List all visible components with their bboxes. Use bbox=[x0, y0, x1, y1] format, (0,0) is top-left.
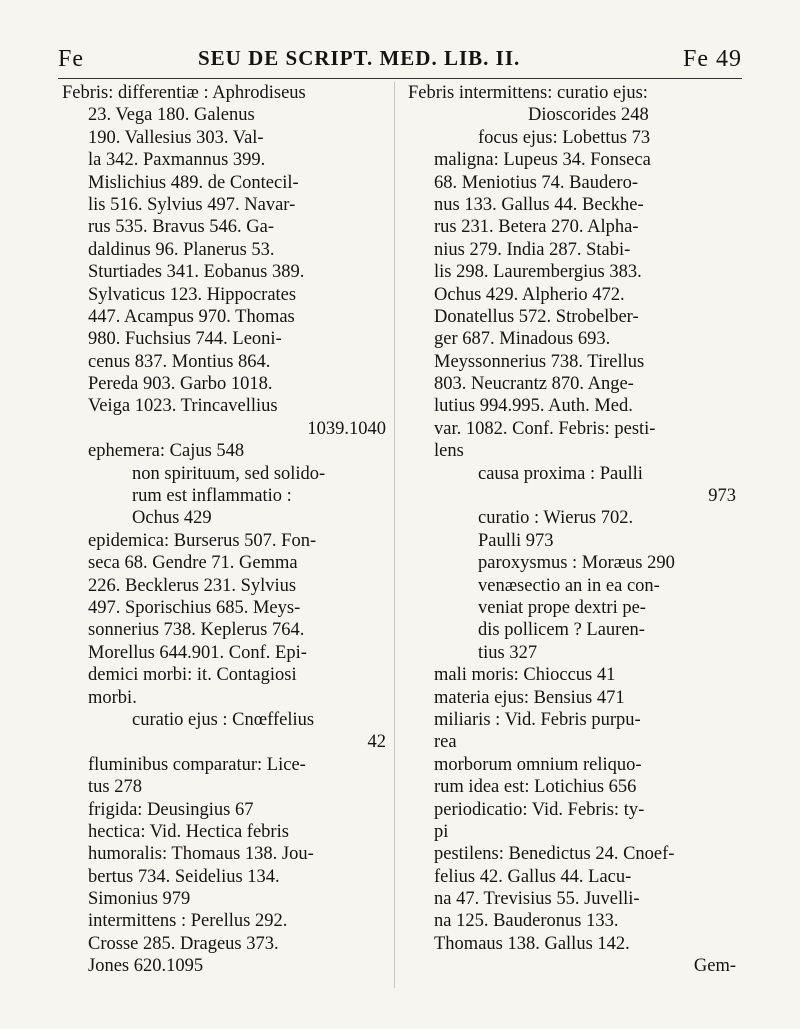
text-line: dis pollicem ? Lauren- bbox=[478, 620, 645, 641]
text-line: venæsectio an in ea con- bbox=[478, 575, 660, 596]
text-line: 190. Vallesius 303. Val- bbox=[88, 127, 264, 148]
text-line: Meyssonnerius 738. Tirellus bbox=[434, 351, 645, 372]
text-line: rus 231. Betera 270. Alpha- bbox=[434, 217, 639, 238]
text-line: sonnerius 738. Keplerus 764. bbox=[88, 620, 305, 641]
text-line: Pereda 903. Garbo 1018. bbox=[88, 374, 273, 395]
text-line: Ochus 429 bbox=[132, 508, 212, 529]
text-line: rum est inflammatio : bbox=[132, 486, 292, 507]
text-line: Sylvaticus 123. Hippocrates bbox=[88, 284, 297, 305]
text-line: daldinus 96. Planerus 53. bbox=[88, 239, 275, 260]
running-header bbox=[58, 36, 742, 76]
text-line: rum idea est: Lotichius 656 bbox=[434, 777, 637, 798]
text-line: lens bbox=[434, 441, 464, 462]
text-line: rus 535. Bravus 546. Ga- bbox=[88, 217, 275, 238]
text-line: cenus 837. Montius 864. bbox=[88, 351, 271, 372]
text-line: lis 298. Laurembergius 383. bbox=[434, 262, 642, 283]
text-line: causa proxima : Paulli bbox=[478, 463, 643, 484]
text-line: 447. Acampus 970. Thomas bbox=[88, 306, 295, 327]
text-line: intermittens : Perellus 292. bbox=[88, 911, 288, 932]
text-line: Thomaus 138. Gallus 142. bbox=[434, 933, 630, 954]
text-line: Crosse 285. Drageus 373. bbox=[88, 933, 279, 954]
text-line: pi bbox=[434, 821, 449, 842]
text-line: 803. Neucrantz 870. Ange- bbox=[434, 374, 634, 395]
text-line: 980. Fuchsius 744. Leoni- bbox=[88, 329, 282, 350]
text-line: morborum omnium reliquo- bbox=[434, 754, 642, 775]
text-line: fluminibus comparatur: Lice- bbox=[88, 754, 306, 775]
right-column bbox=[408, 82, 736, 978]
text-line: na 47. Trevisius 55. Juvelli- bbox=[434, 889, 640, 910]
text-line: Febris: differentiæ : Aphrodiseus bbox=[62, 83, 306, 103]
text-line: Gem- bbox=[693, 956, 736, 977]
text-line: bertus 734. Seidelius 134. bbox=[88, 866, 280, 887]
text-line: Jones 620.1095 bbox=[88, 956, 204, 977]
text-line: hectica: Vid. Hectica febris bbox=[88, 821, 289, 842]
text-line: maligna: Lupeus 34. Fonseca bbox=[434, 150, 651, 171]
text-line: ger 687. Minadous 693. bbox=[434, 329, 611, 350]
text-line: curatio : Wierus 702. bbox=[478, 508, 634, 529]
text-line: 68. Meniotius 74. Baudero- bbox=[434, 172, 638, 193]
text-line: 226. Becklerus 231. Sylvius bbox=[88, 575, 297, 596]
header-page-number: Fe 49 bbox=[683, 46, 742, 72]
text-line: humoralis: Thomaus 138. Jou- bbox=[88, 844, 314, 865]
text-line: Dioscorides 248 bbox=[528, 105, 649, 126]
text-line: paroxysmus : Moræus 290 bbox=[478, 553, 675, 574]
text-line: lis 516. Sylvius 497. Navar- bbox=[88, 194, 296, 215]
text-line: focus ejus: Lobettus 73 bbox=[478, 127, 651, 148]
text-line: mali moris: Chioccus 41 bbox=[434, 665, 616, 686]
text-line: 23. Vega 180. Galenus bbox=[88, 105, 255, 126]
text-line: 1039.1040 bbox=[307, 418, 386, 439]
text-line: 42 bbox=[367, 732, 386, 753]
text-line: Morellus 644.901. Conf. Epi- bbox=[88, 642, 307, 663]
left-column bbox=[62, 82, 386, 978]
text-line: rea bbox=[434, 732, 457, 753]
header-rule bbox=[58, 78, 742, 79]
text-line: Veiga 1023. Trincavellius bbox=[88, 396, 278, 417]
text-line: periodicatio: Vid. Febris: ty- bbox=[434, 799, 645, 820]
header-left: Fe bbox=[58, 46, 84, 72]
text-line: tius 327 bbox=[478, 642, 538, 663]
text-line: lutius 994.995. Auth. Med. bbox=[434, 396, 633, 417]
text-line: non spirituum, sed solido- bbox=[132, 463, 326, 484]
column-divider bbox=[394, 82, 395, 988]
text-line: nius 279. India 287. Stabi- bbox=[434, 239, 631, 260]
text-line: demici morbi: it. Contagiosi bbox=[88, 665, 297, 686]
text-line: var. 1082. Conf. Febris: pesti- bbox=[434, 418, 656, 439]
text-line: Ochus 429. Alpherio 472. bbox=[434, 284, 625, 305]
text-line: materia ejus: Bensius 471 bbox=[434, 687, 625, 708]
header-title: SEU DE SCRIPT. MED. LIB. II. bbox=[198, 46, 521, 70]
text-line: nus 133. Gallus 44. Beckhe- bbox=[434, 194, 644, 215]
text-line: seca 68. Gendre 71. Gemma bbox=[88, 553, 298, 574]
text-line: epidemica: Burserus 507. Fon- bbox=[88, 530, 317, 551]
text-line: Febris intermittens: curatio ejus: bbox=[408, 83, 648, 103]
text-line: Sturtiades 341. Eobanus 389. bbox=[88, 262, 305, 283]
text-line: Mislichius 489. de Contecil- bbox=[88, 172, 299, 193]
text-line: Simonius 979 bbox=[88, 889, 191, 910]
text-line: pestilens: Benedictus 24. Cnoef- bbox=[434, 844, 675, 865]
text-line: Paulli 973 bbox=[478, 530, 554, 551]
text-line: Donatellus 572. Strobelber- bbox=[434, 306, 639, 327]
text-line: la 342. Paxmannus 399. bbox=[88, 150, 266, 171]
text-line: tus 278 bbox=[88, 777, 142, 798]
text-line: miliaris : Vid. Febris purpu- bbox=[434, 709, 641, 730]
text-line: 497. Sporischius 685. Meys- bbox=[88, 597, 301, 618]
text-line: curatio ejus : Cnœffelius bbox=[132, 709, 315, 730]
text-line: ephemera: Cajus 548 bbox=[88, 441, 245, 462]
text-line: na 125. Bauderonus 133. bbox=[434, 911, 619, 932]
text-line: felius 42. Gallus 44. Lacu- bbox=[434, 866, 632, 887]
text-line: veniat prope dextri pe- bbox=[478, 597, 646, 618]
text-line: 973 bbox=[708, 486, 736, 507]
text-line: morbi. bbox=[88, 687, 137, 708]
text-line: frigida: Deusingius 67 bbox=[88, 799, 254, 820]
